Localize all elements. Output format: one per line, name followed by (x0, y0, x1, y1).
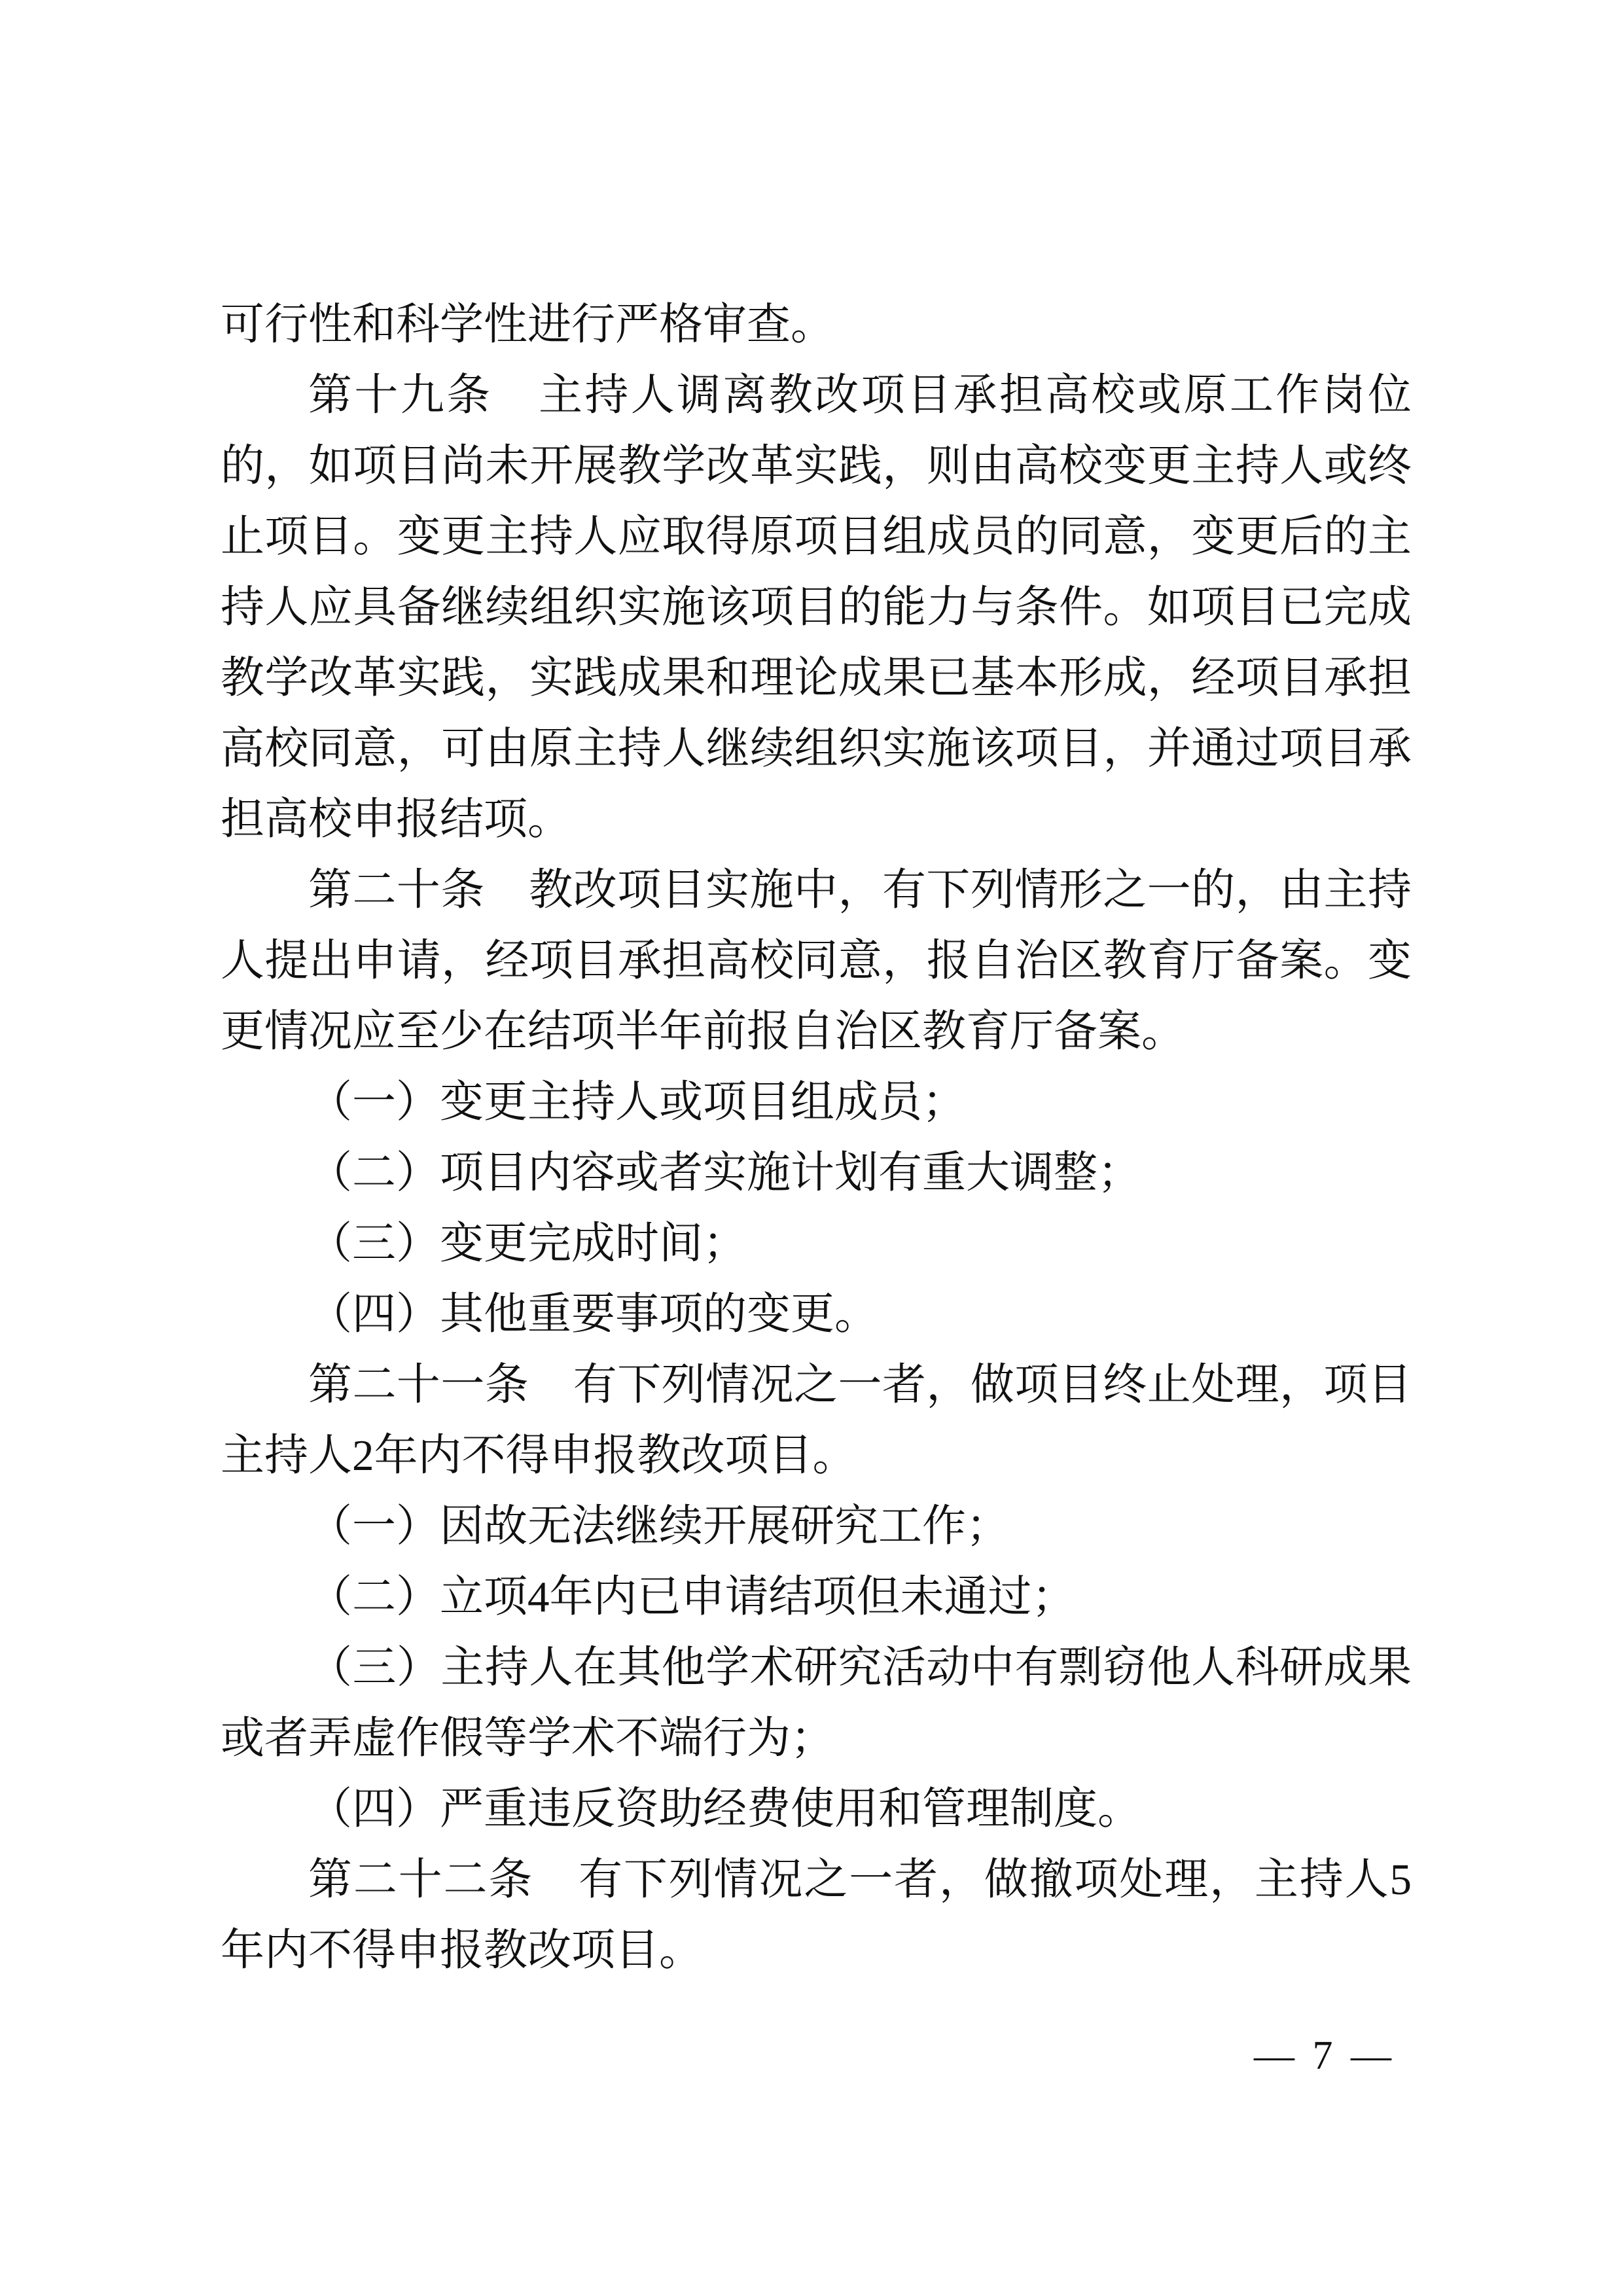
text-line list-item: （四）其他重要事项的变更。 (308, 1290, 878, 1338)
text-line: 止项目。变更主持人应取得原项目组成员的同意，变更后的主 (221, 512, 1412, 561)
text-line list-item: （三）主持人在其他学术研究活动中有剽窃他人科研成果 (308, 1643, 1412, 1692)
text-line list-item: （一）因故无法继续开展研究工作； (308, 1502, 1010, 1551)
document-body (221, 289, 1412, 1986)
text-line: 更情况应至少在结项半年前报自治区教育厅备案。 (221, 1007, 1185, 1056)
text-line list-item: （二）项目内容或者实施计划有重大调整； (308, 1149, 1141, 1197)
text-line: 持人应具备继续组织实施该项目的能力与条件。如项目已完成 (221, 583, 1412, 632)
text-line list-item: （一）变更主持人或项目组成员； (308, 1078, 966, 1126)
text-line list-item: （四）严重违反资助经费使用和管理制度。 (308, 1785, 1141, 1833)
text-line: 人提出申请，经项目承担高校同意，报自治区教育厅备案。变 (221, 937, 1412, 985)
text-line: 教学改革实践，实践成果和理论成果已基本形成，经项目承担 (221, 654, 1412, 702)
text-line: 担高校申报结项。 (221, 795, 571, 844)
text-line: 第二十一条 有下列情况之一者，做项目终止处理，项目 (308, 1361, 1412, 1409)
text-line: 第十九条 主持人调离教改项目承担高校或原工作岗位 (308, 371, 1412, 420)
page-number: — 7 — (1254, 2034, 1395, 2078)
text-line list-item: （三）变更完成时间； (308, 1219, 747, 1268)
text-line: 第二十二条 有下列情况之一者，做撤项处理，主持人5 (308, 1856, 1412, 1904)
text-line: 或者弄虚作假等学术不端行为； (221, 1714, 834, 1763)
text-line: 高校同意，可由原主持人继续组织实施该项目，并通过项目承 (221, 725, 1412, 773)
text-line: 主持人2年内不得申报教改项目。 (221, 1431, 857, 1480)
text-line: 第二十条 教改项目实施中，有下列情形之一的，由主持 (308, 866, 1412, 914)
text-line: 的，如项目尚未开展教学改革实践，则由高校变更主持人或终 (221, 442, 1412, 490)
text-line list-item: （二）立项4年内已申请结项但未通过； (308, 1573, 1076, 1621)
text-line: 可行性和科学性进行严格审查。 (221, 300, 834, 349)
text-line: 年内不得申报教改项目。 (221, 1926, 703, 1975)
